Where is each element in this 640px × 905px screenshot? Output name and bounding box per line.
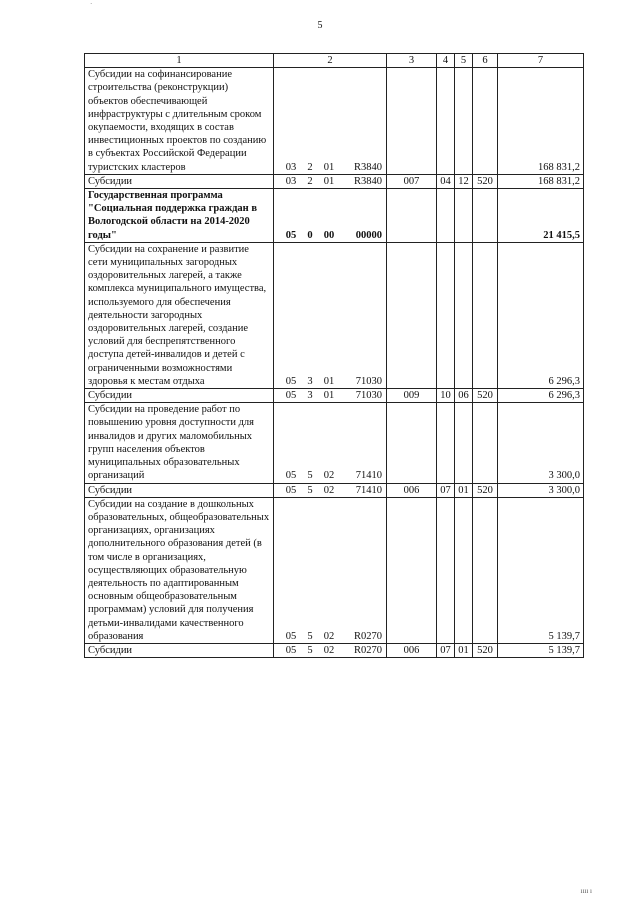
csr-direction: 71410 (355, 484, 382, 496)
csr-program: 05 (285, 470, 297, 482)
row-rz (437, 68, 455, 175)
row-csr-cell (274, 189, 387, 243)
csr-event: 02 (323, 470, 335, 482)
header-col-7: 7 (498, 54, 584, 68)
table-row (85, 483, 584, 497)
table-row (85, 189, 584, 243)
table-row (85, 497, 584, 643)
row-name: Субсидии на сохранение и развитие сети муниципальных загородных оздоровительных лагерей, а также комплекса муниципального имущества, используемого для обеспечения деятельности загородных оздоровительных лагерей, создание условий для беспрепятственного доступа детей-инвалидов и детей с ограниченными возможностями здоровья к местам отдыха (88, 243, 267, 387)
csr-subprogram: 0 (307, 229, 313, 241)
row-vr (473, 242, 498, 388)
row-csr-cell (274, 497, 387, 643)
csr-program: 05 (285, 229, 297, 241)
csr-subprogram: 3 (307, 390, 313, 402)
table-row (85, 403, 584, 483)
csr-subprogram: 5 (307, 484, 313, 496)
row-grbs (387, 189, 437, 243)
row-sum: 6 296,3 (498, 242, 584, 388)
row-name: Субсидии на проведение работ по повышению уровня доступности для инвалидов и других маломобильных групп населения объектов муниципальных образовательных организаций (88, 404, 254, 482)
row-grbs (387, 242, 437, 388)
row-name: Субсидии (88, 390, 133, 402)
row-name: Субсидии на софинансирование строительства (реконструкции) объектов обеспечивающей инфраструктуры с длительным сроком окупаемости, входящих в состав инвестиционных проектов по созданию в субъектах Российской Федерации туристских кластеров (88, 69, 267, 173)
row-name-cell (85, 174, 274, 188)
row-rz (437, 242, 455, 388)
row-pr (455, 497, 473, 643)
row-sum: 6 296,3 (498, 389, 584, 403)
header-col-4: 4 (437, 54, 455, 68)
row-csr-cell (274, 389, 387, 403)
table-row (85, 643, 584, 657)
table-row (85, 389, 584, 403)
row-name-cell (85, 483, 274, 497)
row-sum: 5 139,7 (498, 497, 584, 643)
csr-program: 05 (285, 644, 297, 656)
csr-program: 05 (285, 484, 297, 496)
row-grbs: 006 (387, 643, 437, 657)
row-csr-cell (274, 403, 387, 483)
row-vr (473, 403, 498, 483)
row-grbs: 007 (387, 174, 437, 188)
csr-program: 05 (285, 390, 297, 402)
row-vr (473, 189, 498, 243)
row-csr-cell (274, 242, 387, 388)
row-name-cell (85, 389, 274, 403)
corner-mark: · (90, 0, 93, 8)
row-vr: 520 (473, 483, 498, 497)
csr-direction: 00000 (355, 229, 382, 241)
table-row (85, 242, 584, 388)
csr-event: 02 (323, 484, 335, 496)
row-rz: 10 (437, 389, 455, 403)
row-name: Субсидии (88, 484, 133, 496)
table-header-row (85, 54, 584, 68)
row-sum: 5 139,7 (498, 643, 584, 657)
row-rz: 07 (437, 483, 455, 497)
row-name: Субсидии (88, 175, 133, 187)
csr-subprogram: 5 (307, 644, 313, 656)
header-col-2: 2 (274, 54, 387, 68)
row-rz (437, 189, 455, 243)
csr-direction: R0270 (353, 630, 382, 642)
row-pr: 01 (455, 483, 473, 497)
csr-event: 00 (323, 229, 335, 241)
csr-event: 01 (323, 175, 335, 187)
header-col-5: 5 (455, 54, 473, 68)
csr-direction: R0270 (353, 644, 382, 656)
csr-event: 02 (323, 630, 335, 642)
table-row (85, 68, 584, 175)
row-csr-cell (274, 174, 387, 188)
row-pr (455, 403, 473, 483)
row-grbs (387, 497, 437, 643)
row-csr-cell (274, 68, 387, 175)
row-grbs (387, 68, 437, 175)
budget-table-body (85, 54, 584, 658)
row-vr (473, 68, 498, 175)
row-csr-cell (274, 483, 387, 497)
csr-subprogram: 2 (307, 161, 313, 173)
table-row (85, 174, 584, 188)
row-name-cell (85, 403, 274, 483)
csr-subprogram: 5 (307, 630, 313, 642)
row-vr (473, 497, 498, 643)
row-name-cell (85, 643, 274, 657)
row-vr: 520 (473, 643, 498, 657)
csr-direction: R3840 (353, 175, 382, 187)
csr-event: 02 (323, 644, 335, 656)
row-name-cell (85, 242, 274, 388)
header-col-3: 3 (387, 54, 437, 68)
row-sum: 168 831,2 (498, 68, 584, 175)
budget-table (84, 53, 584, 658)
csr-program: 05 (285, 375, 297, 387)
csr-direction: 71030 (355, 375, 382, 387)
row-rz (437, 403, 455, 483)
row-rz (437, 497, 455, 643)
row-name: Государственная программа "Социальная поддержка граждан в Вологодской области на 2014-2020 годы" (88, 190, 258, 241)
row-grbs (387, 403, 437, 483)
row-grbs: 006 (387, 483, 437, 497)
header-col-6: 6 (473, 54, 498, 68)
row-pr: 06 (455, 389, 473, 403)
row-csr-cell (274, 643, 387, 657)
csr-direction: R3840 (353, 161, 382, 173)
page-number: 5 (317, 20, 323, 31)
row-pr (455, 189, 473, 243)
row-name-cell (85, 189, 274, 243)
csr-subprogram: 2 (307, 175, 313, 187)
csr-program: 05 (285, 630, 297, 642)
csr-program: 03 (285, 175, 297, 187)
row-pr: 01 (455, 643, 473, 657)
csr-event: 01 (323, 375, 335, 387)
header-col-1: 1 (85, 54, 274, 68)
row-sum: 168 831,2 (498, 174, 584, 188)
row-name-cell (85, 497, 274, 643)
row-grbs: 009 (387, 389, 437, 403)
csr-direction: 71410 (355, 470, 382, 482)
csr-subprogram: 3 (307, 375, 313, 387)
row-rz: 04 (437, 174, 455, 188)
row-vr: 520 (473, 389, 498, 403)
row-sum: 3 300,0 (498, 403, 584, 483)
row-vr: 520 (473, 174, 498, 188)
row-pr (455, 68, 473, 175)
row-pr (455, 242, 473, 388)
row-name-cell (85, 68, 274, 175)
footer-mark: ıııı ı (580, 887, 592, 895)
row-pr: 12 (455, 174, 473, 188)
row-sum: 21 415,5 (498, 189, 584, 243)
row-rz: 07 (437, 643, 455, 657)
csr-direction: 71030 (355, 390, 382, 402)
csr-subprogram: 5 (307, 470, 313, 482)
csr-event: 01 (323, 161, 335, 173)
row-name: Субсидии (88, 644, 133, 656)
row-sum: 3 300,0 (498, 483, 584, 497)
csr-event: 01 (323, 390, 335, 402)
csr-program: 03 (285, 161, 297, 173)
row-name: Субсидии на создание в дошкольных образовательных, общеобразовательных организациях, организациях дополнительного образования детей (в том числе в организациях, осуществляющих образовательную деятельность по адаптированным основным общеобразовательным программам) условий для получения детьми-инвалидами качественного образования (88, 498, 270, 642)
